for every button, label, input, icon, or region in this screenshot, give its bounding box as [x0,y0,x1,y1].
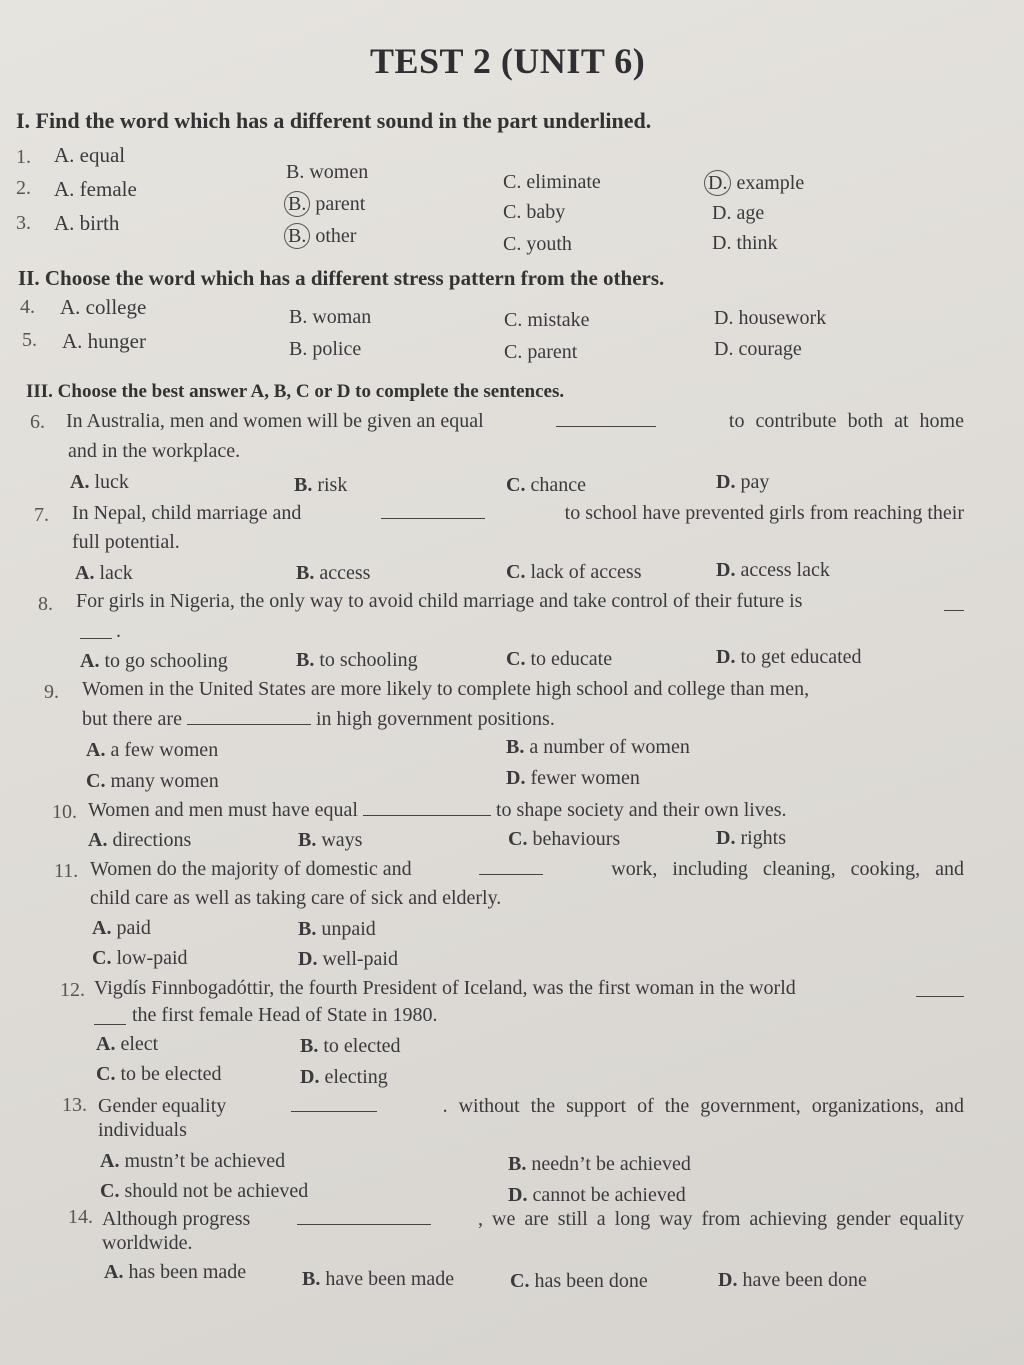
stem-part: in high government positions. [315,708,555,730]
option-letter: A. [104,1261,124,1283]
option-d [716,471,769,494]
stem-part: to shape society and their own lives. [495,799,787,821]
stem-part: to school have prevented girls from reaching their [564,502,964,524]
option-letter: D. [508,1184,528,1206]
option-a [96,1033,158,1056]
option-letter: D. [716,559,736,581]
option-text: a few women [110,739,219,761]
option-b: B. police [289,338,362,360]
option-a [88,829,191,852]
option-letter: A. [75,562,95,584]
answer-blank [187,708,311,725]
option-text: fewer women [530,767,640,789]
option-letter: A. [92,917,112,939]
stem-line-2: worldwide. [102,1232,193,1254]
option-text: has been made [128,1261,247,1283]
option-text: to educate [530,648,613,670]
option-text: access [319,562,371,584]
section-1-heading: I. Find the word which has a different sound in the part underlined. [16,108,652,133]
answer-blank [556,410,656,427]
option-text: to go schooling [104,650,228,672]
question-stem [88,799,786,822]
option-letter: B. [298,829,317,851]
question-stem [90,858,964,881]
option-letter: C. [510,1270,530,1292]
option-letter: A. [100,1150,120,1172]
option-letter: A. [70,471,90,493]
option-text: ways [321,829,363,851]
option-d [716,827,786,850]
option-d: D. age [712,202,765,224]
question-stem [102,1208,964,1231]
option-text: lack [99,562,133,584]
question-number: 5. [22,329,37,351]
question-stem [72,502,964,525]
option-text: rights [740,827,787,849]
option-a: A. hunger [62,329,146,353]
option-letter: B. [302,1268,321,1290]
question-number: 4. [20,296,35,318]
option-letter: C. [92,947,112,969]
stem-line-2: child care as well as taking care of sick and elderly. [90,887,502,909]
option-text: should not be achieved [124,1180,309,1202]
question-number: 7. [34,504,49,526]
option-letter: C. [506,474,526,496]
stem-part: but there are [82,708,182,730]
option-text: cannot be achieved [532,1184,686,1206]
circled-answer-d: D. [704,170,731,196]
option-letter: A. [80,650,100,672]
answer-blank [479,858,543,875]
answer-blank [297,1208,431,1225]
option-letter: C. [86,770,106,792]
option-letter: B. [294,474,313,496]
option-text: well-paid [322,948,398,970]
option-text: to schooling [319,649,418,671]
option-a: A. college [60,295,147,319]
option-c [506,648,612,671]
stem-part: to contribute both at home [728,410,964,432]
option-letter: C. [506,561,526,583]
option-letter: D. [718,1269,738,1291]
question-stem: Vigdís Finnbogadóttir, the fourth President of Iceland, was the first woman in the world [94,977,796,999]
option-text: chance [530,474,586,496]
option-b: B. woman [289,306,372,328]
stem-part: Gender equality [98,1095,227,1117]
answer-blank-cont [80,622,112,639]
option-letter: C. [506,648,526,670]
stem-part: In Nepal, child marriage and [72,502,302,524]
option-c [86,770,219,793]
option-text: to get educated [740,646,862,668]
option-d [716,646,862,669]
option-letter: A. [88,829,108,851]
answer-blank [363,799,491,816]
option-b [298,918,376,941]
stem-line-2: and in the workplace. [68,440,241,462]
question-number: 12. [60,979,85,1001]
option-a [104,1261,246,1284]
option-d [300,1066,388,1089]
option-b-word: parent [315,193,366,215]
option-letter: C. [508,828,528,850]
question-number: 14. [68,1206,93,1228]
option-text: a number of women [529,736,690,758]
option-letter: D. [716,827,736,849]
option-b [508,1153,691,1176]
question-number: 11. [54,860,79,882]
option-text: low-paid [116,947,188,969]
option-b [284,223,356,249]
option-letter: D. [506,767,526,789]
option-letter: D. [716,646,736,668]
option-c: C. eliminate [503,171,601,193]
option-text: needn’t be achieved [531,1153,691,1175]
answer-blank [916,980,964,997]
option-d: D. courage [714,338,802,360]
option-d-word: example [736,172,805,194]
option-b [296,562,370,585]
option-a [100,1150,285,1173]
option-a: A. birth [54,211,120,235]
option-b [300,1035,401,1058]
option-letter: D. [298,948,318,970]
option-text: access lack [740,559,830,581]
option-text: pay [740,471,770,493]
option-letter: B. [298,918,317,940]
option-text: have been done [742,1269,867,1291]
option-text: paid [116,917,151,939]
stem-part: work, including cleaning, cooking, and [611,858,964,880]
answer-blank [291,1095,377,1112]
option-a: A. female [54,177,137,201]
option-a [75,562,133,585]
option-d: D. housework [714,307,827,329]
option-c [510,1270,648,1293]
question-number: 10. [52,801,77,823]
option-text: directions [112,829,192,851]
option-d [716,559,830,582]
option-b [284,191,365,217]
question-number: 3. [16,212,31,234]
option-letter: B. [296,562,315,584]
option-letter: C. [96,1063,116,1085]
option-letter: A. [96,1033,116,1055]
question-number: 1. [16,146,31,168]
answer-blank [944,594,964,611]
option-text: luck [94,471,129,493]
question-number: 13. [62,1094,87,1116]
option-c: C. mistake [504,309,590,331]
stem-part: In Australia, men and women will be given an equal [66,410,484,432]
option-text: electing [324,1066,388,1088]
option-text: elect [120,1033,159,1055]
option-d: D. think [712,232,778,254]
option-c: C. parent [504,341,578,363]
option-b [506,736,690,759]
option-letter: B. [506,736,525,758]
option-d [718,1269,867,1292]
circled-answer-b: B. [284,223,310,249]
question-stem [98,1095,964,1118]
option-b [302,1268,454,1291]
option-letter: B. [296,649,315,671]
option-b: B. women [286,161,369,183]
option-c [508,828,620,851]
option-a [80,650,228,673]
option-c [506,474,586,497]
question-number: 9. [44,681,59,703]
stem-part: , we are still a long way from achieving gender equality [478,1208,964,1230]
section-2-heading: II. Choose the word which has a different stress pattern from the others. [18,266,665,290]
option-b [296,649,418,672]
option-d [298,948,398,971]
option-text: has been done [534,1270,648,1292]
option-c: C. youth [503,233,572,255]
option-text: risk [317,474,348,496]
option-text: many women [110,770,219,792]
option-d [508,1184,686,1207]
answer-blank [381,502,485,519]
page-title: TEST 2 (UNIT 6) [370,41,646,81]
option-d [506,767,640,790]
option-text: lack of access [530,561,642,583]
option-b [298,829,362,852]
stem-line-2: the first female Head of State in 1980. [132,1004,438,1026]
option-text: to elected [323,1035,401,1057]
stem-part: Women and men must have equal [88,799,358,821]
option-c [506,561,642,584]
section-3-heading: III. Choose the best answer A, B, C or D to complete the sentences. [26,381,565,402]
option-c [96,1063,222,1086]
option-c [92,947,188,970]
stem-line-2 [82,708,555,731]
option-letter: D. [716,471,736,493]
stem-line-2: . [116,620,121,642]
stem-line-2: individuals [98,1119,187,1141]
answer-blank-cont [94,1008,126,1025]
option-letter: B. [300,1035,319,1057]
option-text: to be elected [120,1063,222,1085]
option-text: behaviours [532,828,621,850]
option-b [294,474,347,497]
option-letter: B. [508,1153,527,1175]
option-text: have been made [325,1268,455,1290]
option-text: unpaid [321,918,376,940]
option-letter: A. [86,739,106,761]
option-c [100,1180,308,1203]
question-number: 8. [38,593,53,615]
option-d [704,170,804,196]
question-stem: Women in the United States are more likely to complete high school and college than men, [82,678,810,700]
question-number: 6. [30,411,45,433]
circled-answer-b: B. [284,191,310,217]
question-number: 2. [16,177,31,199]
stem-line-2: full potential. [72,531,180,553]
option-a [86,739,218,762]
option-c: C. baby [503,201,566,223]
stem-part: . without the support of the government, organizations, and [442,1095,964,1117]
stem-part: Although progress [102,1208,251,1230]
option-a [92,917,151,940]
question-stem [66,410,964,433]
stem-part: Women do the majority of domestic and [90,858,412,880]
option-b-word: other [315,225,357,247]
option-letter: D. [300,1066,320,1088]
question-stem: For girls in Nigeria, the only way to avoid child marriage and take control of their future is [76,590,803,612]
option-a [70,471,129,494]
option-text: mustn’t be achieved [124,1150,286,1172]
option-letter: C. [100,1180,120,1202]
option-a: A. equal [54,143,126,167]
